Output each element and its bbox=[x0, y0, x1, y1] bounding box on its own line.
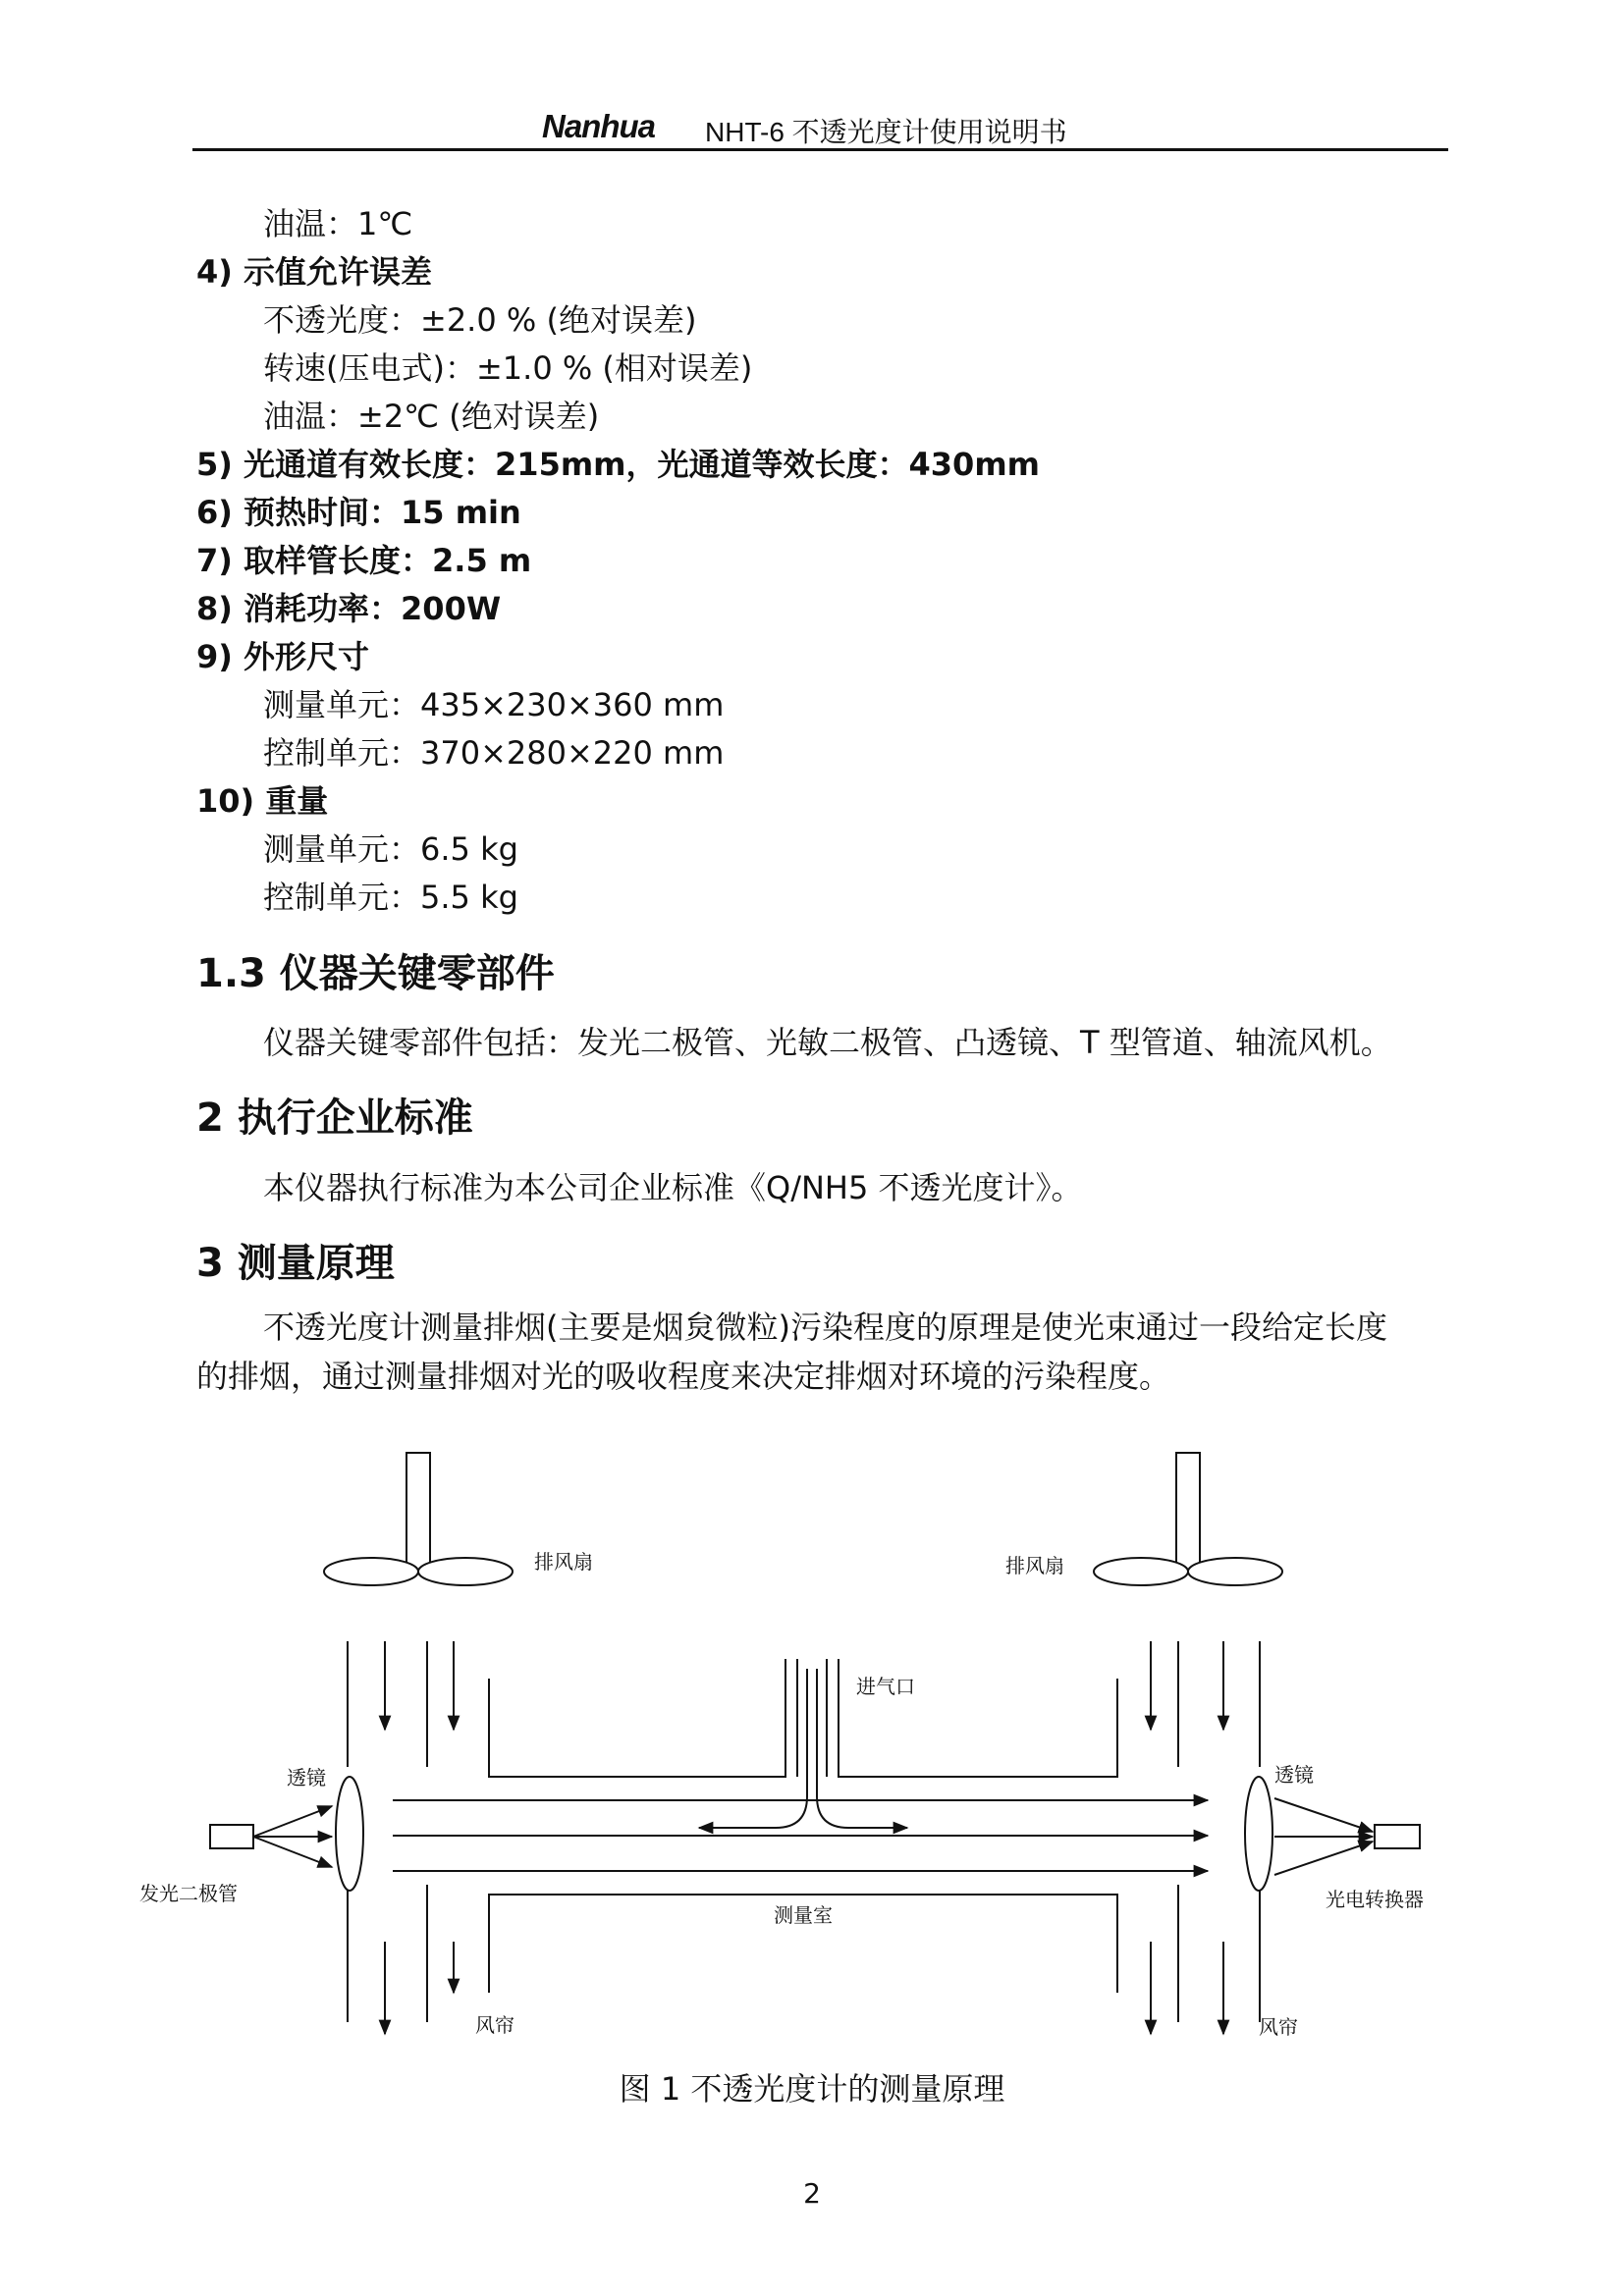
left-exhaust-fan bbox=[324, 1453, 513, 1585]
spec-item-9: 9) 外形尺寸 bbox=[196, 638, 370, 675]
spec-item-4-opacity: 不透光度：±2.0 % (绝对误差) bbox=[263, 301, 697, 339]
spec-item-9-control-unit: 控制单元：370×280×220 mm bbox=[263, 734, 725, 772]
spec-item-4: 4) 示值允许误差 bbox=[196, 253, 433, 291]
section-2-body: 本仪器执行标准为本公司企业标准《Q/NH5 不透光度计》。 bbox=[263, 1169, 1083, 1206]
left-lens bbox=[336, 1777, 363, 1891]
spec-item-4-speed: 转速(压电式)：±1.0 % (相对误差) bbox=[263, 349, 753, 387]
right-lens bbox=[1245, 1777, 1272, 1891]
label-lens-right: 透镜 bbox=[1274, 1763, 1314, 1787]
led-box bbox=[210, 1825, 253, 1848]
spec-item-8: 8) 消耗功率：200W bbox=[196, 590, 502, 627]
header-title: NHT-6 不透光度计使用说明书 bbox=[705, 117, 1067, 147]
label-converter: 光电转换器 bbox=[1326, 1888, 1424, 1911]
page-number: 2 bbox=[803, 2177, 821, 2210]
label-inlet: 进气口 bbox=[856, 1675, 915, 1698]
spec-item-5: 5) 光通道有效长度：215mm，光通道等效长度：430mm bbox=[196, 446, 1041, 483]
section-1-3-title: 1.3 仪器关键零部件 bbox=[196, 951, 555, 996]
section-3-title: 3 测量原理 bbox=[196, 1241, 395, 1286]
label-fan-left: 排风扇 bbox=[534, 1550, 593, 1574]
label-lens-left: 透镜 bbox=[287, 1766, 326, 1789]
oil-temp-resolution: 油温：1℃ bbox=[263, 205, 413, 242]
section-3-body bbox=[196, 1303, 1448, 1401]
header-logo: Nanhua bbox=[542, 108, 656, 144]
label-fan-right: 排风扇 bbox=[1005, 1554, 1064, 1577]
measurement-principle-diagram bbox=[128, 1431, 1483, 2059]
section-2-title: 2 执行企业标准 bbox=[196, 1095, 473, 1141]
header-divider bbox=[192, 148, 1448, 151]
spec-item-7: 7) 取样管长度：2.5 m bbox=[196, 542, 532, 579]
section-3-body-line-1: 不透光度计测量排烟(主要是烟炱微粒)污染程度的原理是使光束通过一段给定长度 bbox=[263, 1308, 1387, 1346]
section-3-body-line-2: 的排烟，通过测量排烟对光的吸收程度来决定排烟对环境的污染程度。 bbox=[196, 1358, 1171, 1395]
converter-box bbox=[1375, 1825, 1420, 1848]
label-chamber: 测量室 bbox=[774, 1903, 833, 1927]
section-1-3-body: 仪器关键零部件包括：发光二极管、光敏二极管、凸透镜、T 型管道、轴流风机。 bbox=[263, 1024, 1392, 1061]
label-curtain-right: 风帘 bbox=[1259, 2015, 1298, 2039]
label-led: 发光二极管 bbox=[139, 1882, 238, 1905]
spec-item-4-oil: 油温：±2℃ (绝对误差) bbox=[263, 398, 600, 435]
spec-item-10: 10) 重量 bbox=[196, 782, 329, 820]
spec-item-6: 6) 预热时间：15 min bbox=[196, 494, 521, 531]
figure-caption: 图 1 不透光度计的测量原理 bbox=[619, 2070, 1005, 2108]
label-curtain-left: 风帘 bbox=[475, 2013, 514, 2037]
spec-item-9-measure-unit: 测量单元：435×230×360 mm bbox=[263, 686, 725, 723]
spec-item-10-control-unit: 控制单元：5.5 kg bbox=[263, 879, 518, 916]
spec-item-10-measure-unit: 测量单元：6.5 kg bbox=[263, 830, 518, 868]
right-exhaust-fan bbox=[1094, 1453, 1282, 1585]
